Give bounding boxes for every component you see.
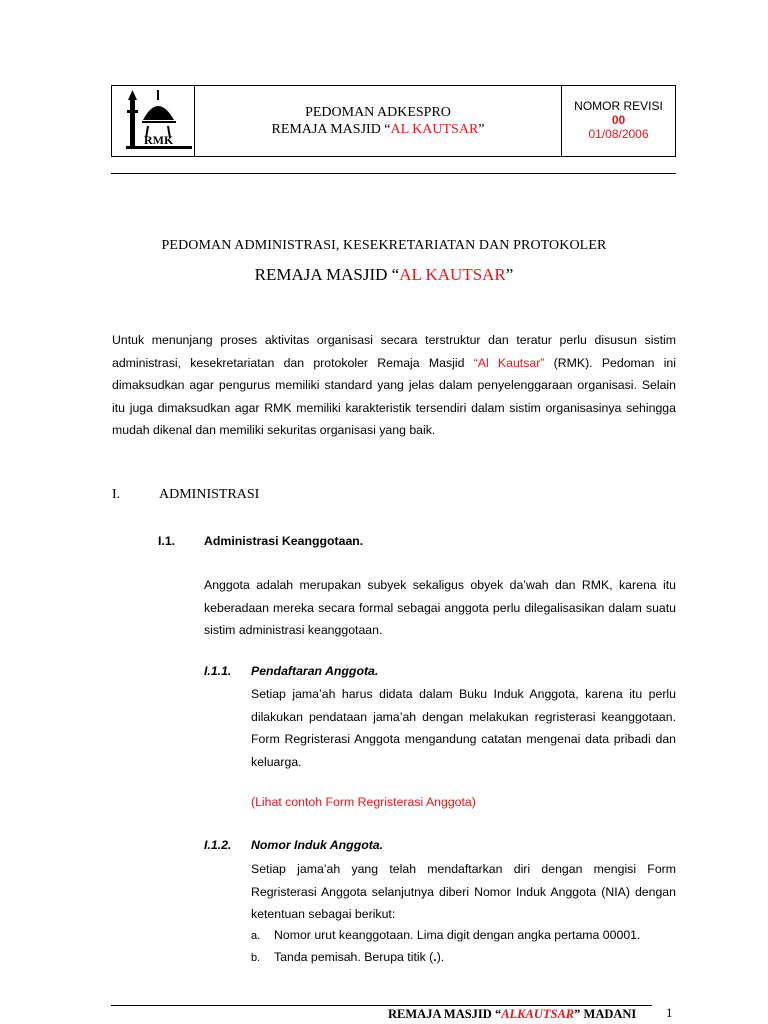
subsubsection-number-1: I.1.1. — [204, 664, 232, 678]
mosque-logo-icon — [112, 86, 192, 156]
member-number-paragraph: Setiap jama’ah yang telah mendaftarkan diri dengan mengisi Form Regristerasi Anggota selanjutnya diberi Nomor Induk Anggota (NIA) dengan ketentuan sebagai berikut: — [251, 862, 676, 921]
list-item-text-suffix: ). — [436, 950, 445, 964]
subsubsection-title-2: Nomor Induk Anggota. — [251, 838, 384, 852]
header-title — [195, 86, 562, 156]
header-title-line1: PEDOMAN ADKESPRO — [305, 105, 451, 120]
header-title-name: AL KAUTSAR — [390, 122, 479, 137]
form-reference-note: (Lihat contoh Form Regristerasi Anggota) — [251, 795, 476, 809]
revision-number: 00 — [611, 113, 626, 127]
subsubsection-number-2: I.1.2. — [204, 838, 232, 852]
intro-name: “Al Kautsar” — [473, 355, 545, 370]
logo-rmk-text: RMK — [144, 133, 174, 147]
revision-date: 01/08/2006 — [588, 127, 649, 141]
document-title: PEDOMAN ADMINISTRASI, KESEKRETARIATAN DAN PROTOKOLER — [161, 238, 607, 253]
header-divider — [111, 173, 676, 174]
page-number: 1 — [666, 1005, 673, 1020]
footer-divider — [111, 1005, 652, 1006]
subtitle-name: AL KAUTSAR — [399, 265, 506, 284]
subsection-paragraph: Anggota adalah merupakan subyek sekaligus obyek da’wah dan RMK, karena itu keberadaan mereka secara formal sebagai anggota perlu dilegalisasikan dalam suatu sistim administrasi keanggotaan. — [204, 578, 676, 637]
header-title-prefix: REMAJA MASJID “ — [271, 122, 391, 137]
list-item-label: b. — [251, 952, 261, 964]
subsection-title: Administrasi Keanggotaan. — [204, 534, 364, 548]
footer-name: ALKAUTSAR — [501, 1007, 575, 1021]
footer-suffix: ” MADANI — [574, 1007, 637, 1021]
revision-label: NOMOR REVISI — [574, 99, 663, 113]
list-item-text-prefix: Tanda pemisah. Berupa titik ( — [274, 950, 434, 964]
header-title-suffix: ” — [478, 122, 485, 137]
section-number: I. — [112, 487, 121, 502]
list-item — [251, 928, 640, 942]
subtitle-prefix: REMAJA MASJID “ — [254, 265, 400, 284]
intro-text-2: (RMK). Pedoman ini dimaksudkan agar pengurus memiliki standard yang jelas dalam penyelenggaraan organisasi. Selain itu juga dimaksudkan agar RMK memiliki karakteristik tersendiri dalam sistim organisasinya sehingga mudah dikenal dan memiliki sekuritas organisasi yang baik. — [112, 355, 677, 437]
subsection-number: I.1. — [158, 534, 176, 548]
document-subtitle — [0, 265, 768, 285]
list-item-label: a. — [251, 930, 261, 942]
list-item — [251, 950, 444, 964]
registration-paragraph: Setiap jama’ah harus didata dalam Buku Induk Anggota, karena itu perlu dilakukan pendataan jama’ah dengan melakukan regristerasi keanggotaan. Form Regristerasi Anggota mengandung catatan mengenai data pribadi dan keluarga. — [251, 687, 676, 769]
list-item-mark: . — [433, 950, 437, 964]
subtitle-suffix: ” — [505, 265, 514, 284]
section-title: ADMINISTRASI — [159, 487, 260, 502]
intro-text-1: Untuk menunjang proses aktivitas organisasi secara terstruktur dan teratur perlu disusun sistim administrasi, kesekretariatan dan protokoler Remaja Masjid — [112, 333, 676, 370]
header-title-line2 — [272, 121, 485, 138]
subsubsection-title-1: Pendaftaran Anggota. — [251, 664, 379, 678]
document-header-table — [111, 85, 676, 157]
footer-label — [388, 1007, 636, 1022]
rmk-logo — [112, 86, 195, 156]
list-item-text: Nomor urut keanggotaan. Lima digit dengan angka pertama 00001. — [274, 928, 641, 942]
revision-cell — [562, 86, 675, 156]
intro-paragraph — [112, 329, 676, 442]
footer-prefix: REMAJA MASJID “ — [388, 1007, 502, 1021]
